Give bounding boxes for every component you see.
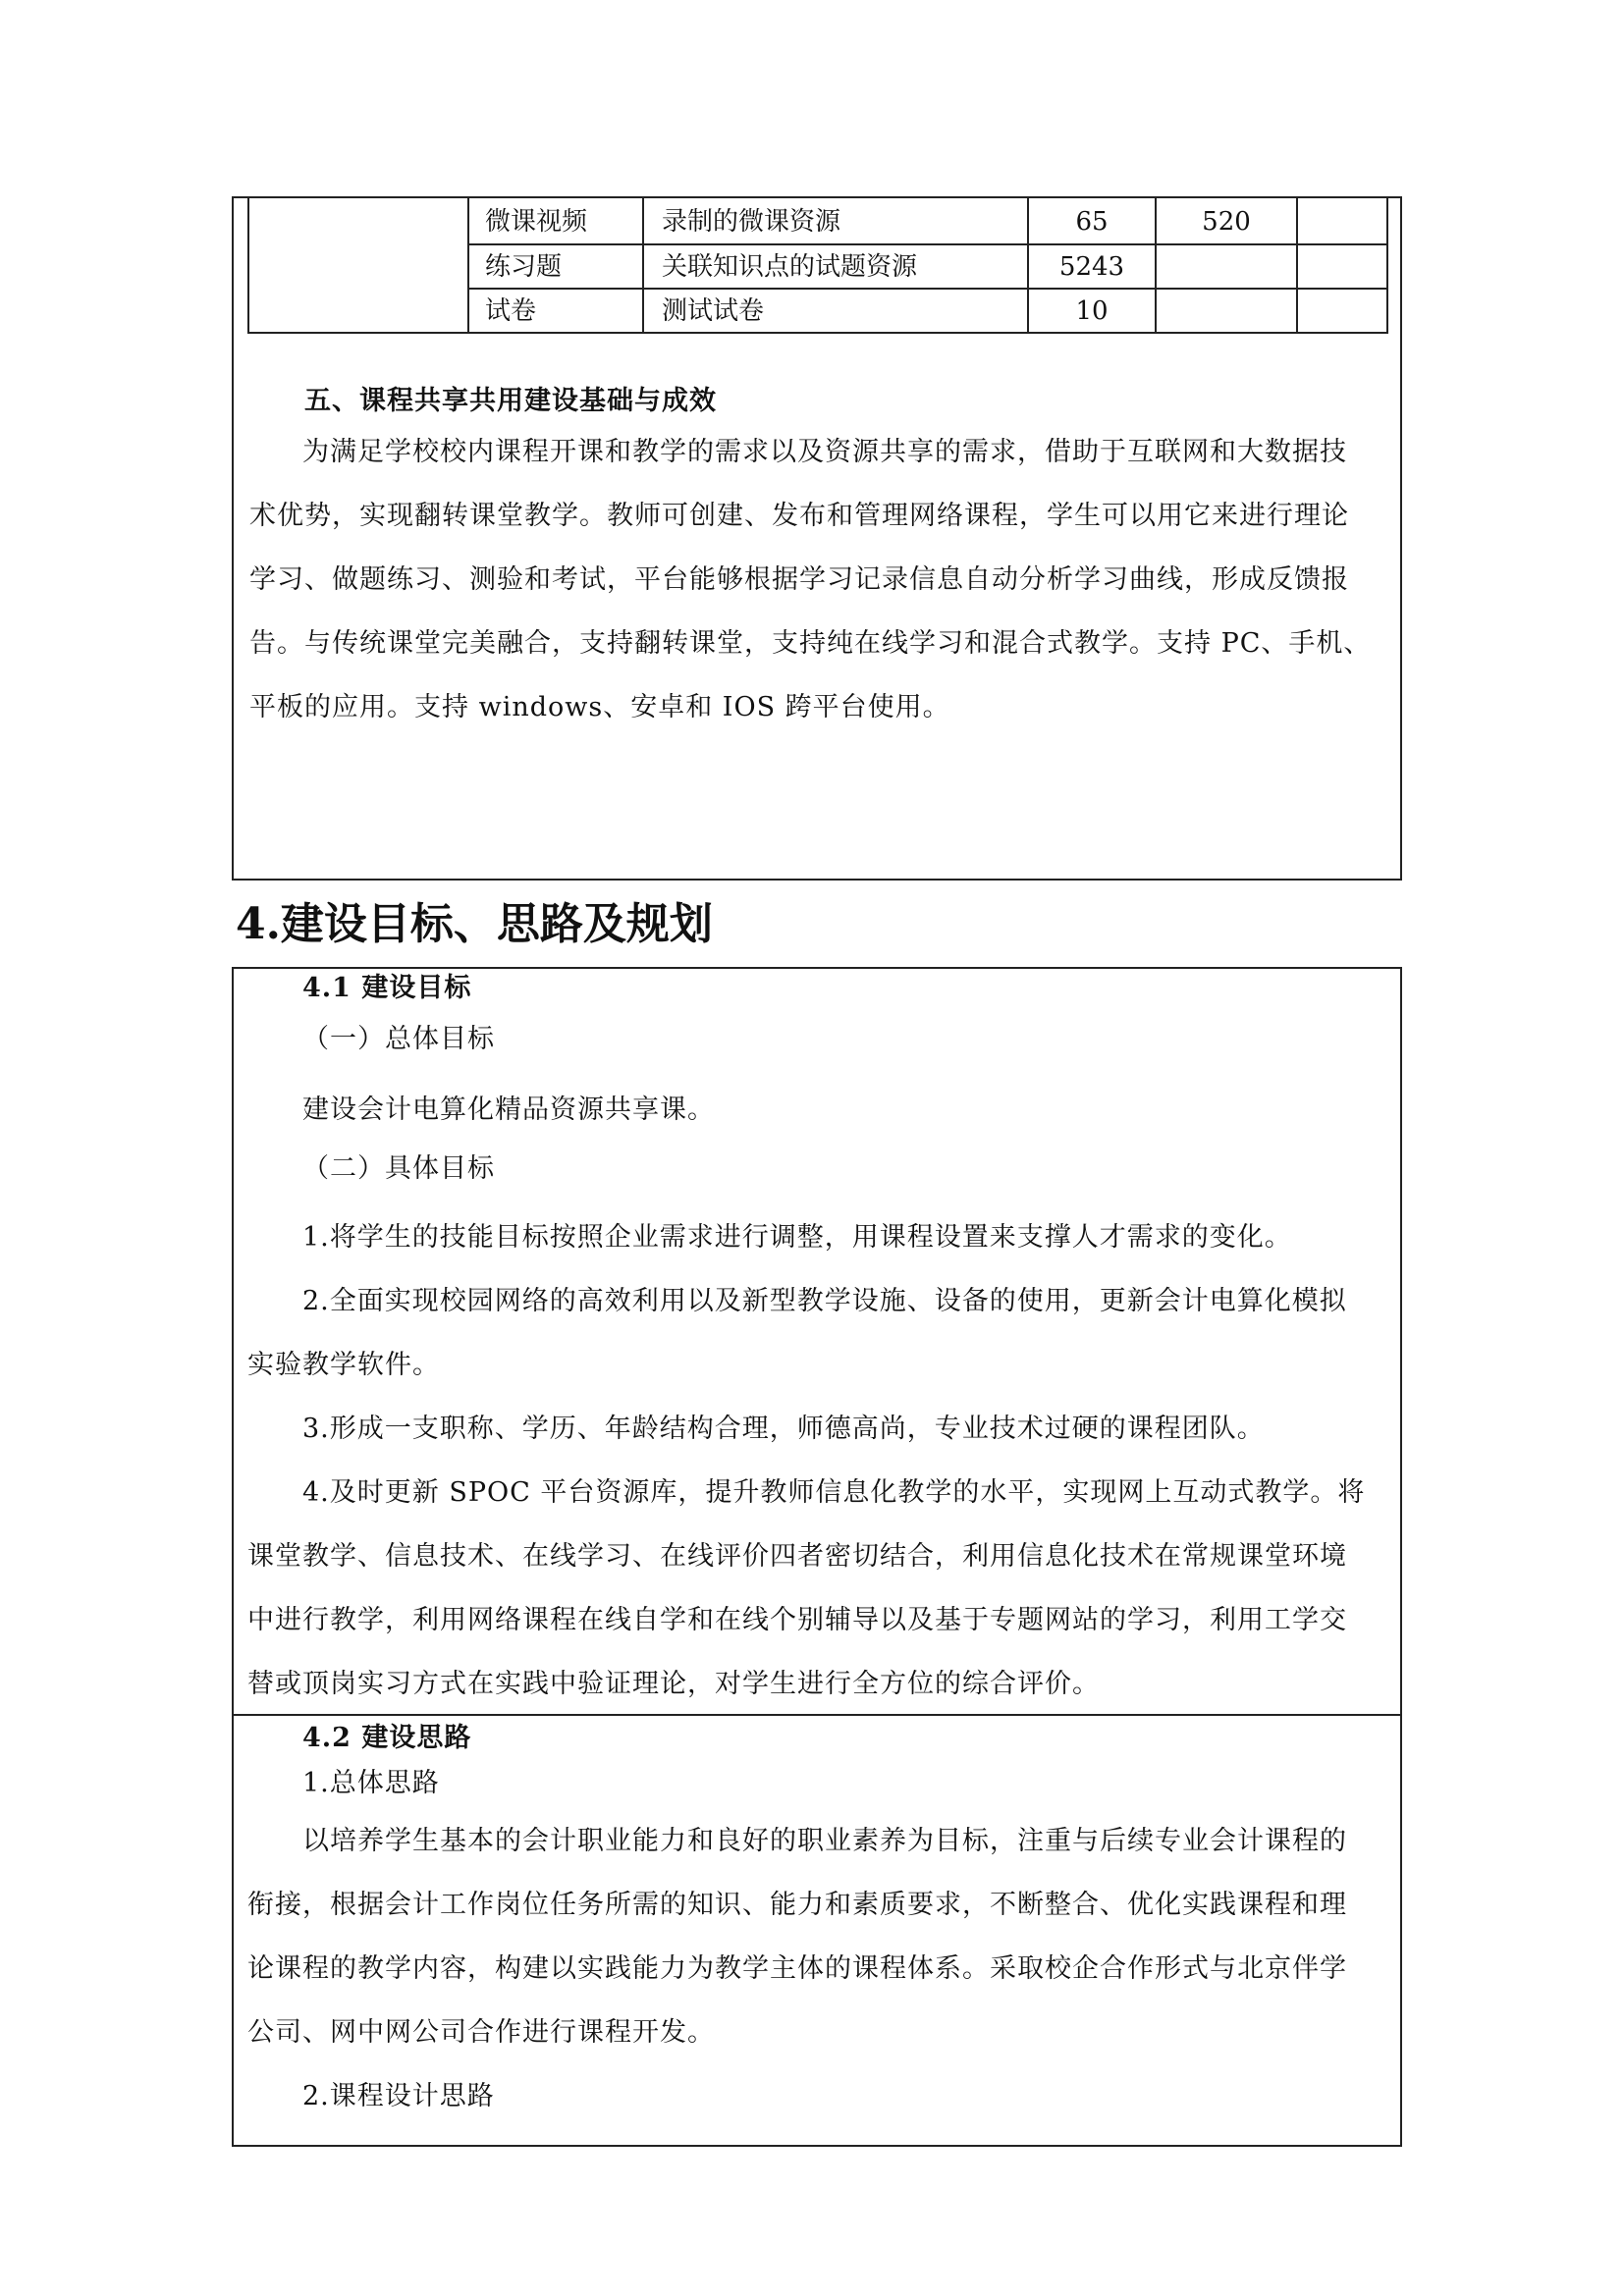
resource-description: 测试试卷	[662, 296, 765, 326]
resource-count: 10	[1075, 296, 1109, 326]
goals-specific-label: （二）具体目标	[302, 1153, 495, 1184]
goals-line: 中进行教学，利用网络课程在线自学和在线个别辅导以及基于专题网站的学习，利用工学交	[247, 1605, 1347, 1635]
ideas-sub2: 2.课程设计思路	[302, 2081, 495, 2111]
ideas-line: 公司、网中网公司合作进行课程开发。	[247, 2017, 715, 2048]
section5-line: 平板的应用。支持 windows、安卓和 IOS 跨平台使用。	[249, 692, 950, 722]
goals-line: 2.全面实现校园网络的高效利用以及新型教学设施、设备的使用，更新会计电算化模拟	[302, 1286, 1347, 1316]
resource-count: 5243	[1058, 252, 1125, 282]
resource-description: 关联知识点的试题资源	[662, 252, 918, 282]
ideas-line: 衔接，根据会计工作岗位任务所需的知识、能力和素质要求，不断整合、优化实践课程和理	[247, 1890, 1347, 1920]
resource-count: 65	[1075, 207, 1109, 237]
resource-type: 试卷	[485, 296, 537, 326]
resource-type: 练习题	[485, 252, 563, 282]
ideas-line: 以培养学生基本的会计职业能力和良好的职业素养为目标，注重与后续专业会计课程的	[302, 1826, 1347, 1856]
goals-overall-text: 建设会计电算化精品资源共享课。	[302, 1095, 715, 1125]
goals-line: 1.将学生的技能目标按照企业需求进行调整，用课程设置来支撑人才需求的变化。	[302, 1222, 1292, 1253]
table-row	[0, 245, 1624, 289]
goals-overall-label: （一）总体目标	[302, 1024, 495, 1054]
section5-line: 告。与传统课堂完美融合，支持翻转课堂，支持纯在线学习和混合式教学。支持 PC、手机、	[249, 628, 1372, 659]
section5-line: 为满足学校校内课程开课和教学的需求以及资源共享的需求，借助于互联网和大数据技	[302, 437, 1347, 467]
resource-extra: 520	[1202, 207, 1251, 237]
table-row	[0, 290, 1624, 333]
goals-line: 4.及时更新 SPOC 平台资源库，提升教师信息化教学的水平，实现网上互动式教学。将	[302, 1477, 1366, 1508]
section5-heading: 五、课程共享共用建设基础与成效	[304, 386, 717, 416]
goals-heading: 4.1 建设目标	[302, 973, 472, 1003]
resource-type: 微课视频	[485, 207, 588, 237]
goals-line: 3.形成一支职称、学历、年龄结构合理，师德高尚，专业技术过硬的课程团队。	[302, 1414, 1265, 1444]
goals-line: 课堂教学、信息技术、在线学习、在线评价四者密切结合，利用信息化技术在常规课堂环境	[247, 1541, 1347, 1572]
table-row	[0, 200, 1624, 243]
ideas-heading: 4.2 建设思路	[302, 1723, 472, 1753]
chapter-title: 4.建设目标、思路及规划	[236, 899, 713, 949]
section5-line: 术优势，实现翻转课堂教学。教师可创建、发布和管理网络课程，学生可以用它来进行理论	[249, 501, 1349, 531]
section5-line: 学习、做题练习、测验和考试，平台能够根据学习记录信息自动分析学习曲线，形成反馈报	[249, 564, 1349, 595]
goals-line: 替或顶岗实习方式在实践中验证理论，对学生进行全方位的综合评价。	[247, 1669, 1100, 1699]
resource-description: 录制的微课资源	[662, 207, 841, 237]
goals-line: 实验教学软件。	[247, 1350, 440, 1380]
ideas-sub1: 1.总体思路	[302, 1768, 440, 1798]
ideas-line: 论课程的教学内容，构建以实践能力为教学主体的课程体系。采取校企合作形式与北京伴学	[247, 1953, 1347, 1984]
